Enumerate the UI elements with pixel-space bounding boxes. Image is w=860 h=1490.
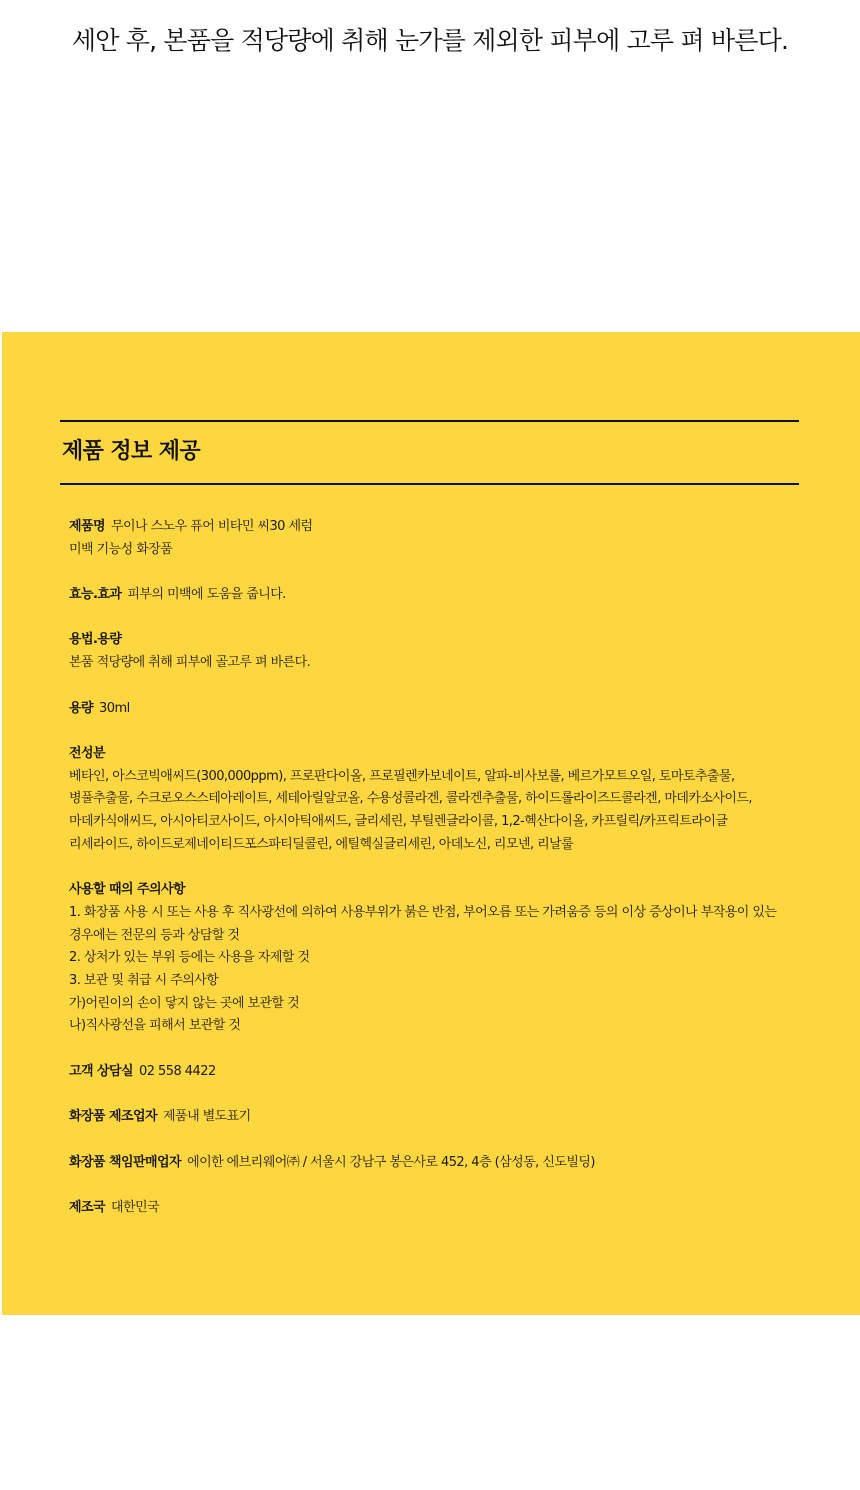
efficacy-block: [69, 584, 809, 607]
origin-block: [69, 1197, 809, 1220]
volume-block: [69, 698, 809, 721]
product-name-value: 무이나 스노우 퓨어 비타민 씨30 세럼: [111, 519, 313, 534]
ingredients-line: 리세라이드, 하이드로제네이티드포스파티딜콜린, 에틸헥실글리세린, 아데노신, 리모넨, 리날룰: [69, 836, 574, 852]
usage-block: [69, 629, 809, 674]
ingredients-line: 마데카식애씨드, 아시아티코사이드, 아시아틱애씨드, 글리세린, 부틸렌글라이콜, 1,2-헥산다이올, 카프릴릭/카프릭트라이글: [69, 814, 728, 830]
caution-line: 2. 상처가 있는 부위 등에는 사용을 자제할 것: [69, 950, 310, 966]
product-type-value: 미백 기능성 화장품: [69, 541, 173, 557]
origin-label: 제조국: [69, 1199, 106, 1215]
customer-service-block: [69, 1061, 809, 1084]
caution-line: 1. 화장품 사용 시 또는 사용 후 직사광선에 의하여 사용부위가 붉은 반점, 부어오름 또는 가려움증 등의 이상 증상이나 부작용이 있는: [69, 904, 777, 920]
origin-value: 대한민국: [111, 1199, 160, 1215]
customer-service-label: 고객 상담실: [69, 1063, 134, 1079]
volume-value: 30ml: [99, 700, 130, 716]
manufacturer-value: 제품내 별도표기: [163, 1109, 251, 1125]
caution-line: 가)어린이의 손이 닿지 않는 곳에 보관할 것: [69, 995, 300, 1011]
seller-block: [69, 1152, 809, 1175]
ingredients-label: 전성분: [69, 745, 106, 761]
ingredients-line: 베타인, 아스코빅애씨드(300,000ppm), 프로판다이올, 프로필렌카보네이트, 알파-비사보롤, 베르가모트오일, 토마토추출물,: [69, 768, 735, 784]
cautions-block: [69, 879, 809, 1038]
efficacy-label: 효능.효과: [69, 587, 122, 603]
product-name-label: 제품명: [69, 519, 106, 534]
ingredients-block: [69, 743, 809, 857]
usage-value: 본품 적당량에 취해 피부에 골고루 펴 바른다.: [69, 655, 311, 671]
caution-line: 경우에는 전문의 등과 상담할 것: [69, 927, 240, 943]
usage-label: 용법.용량: [69, 632, 122, 648]
ingredients-line: 병풀추출물, 수크로오스스테아레이트, 세테아릴알코올, 수용성콜라겐, 콜라겐추출물, 하이드롤라이즈드콜라겐, 마데카소사이드,: [69, 791, 752, 807]
title-bottom-divider: [60, 483, 799, 485]
efficacy-value: 피부의 미백에 도움을 줍니다.: [127, 587, 286, 603]
product-info-list: [69, 516, 809, 1242]
product-info-panel: [2, 332, 860, 1315]
product-name-block: [69, 516, 809, 561]
seller-label: 화장품 책임판매업자: [69, 1154, 182, 1170]
seller-value: 에이한 에브리웨어㈜ / 서울시 강남구 봉은사로 452, 4층 (삼성동, 신도빌딩): [187, 1154, 595, 1170]
volume-label: 용량: [69, 700, 94, 716]
section-title: 제품 정보 제공: [62, 439, 201, 464]
caution-line: 나)직사광선을 피해서 보관할 것: [69, 1018, 241, 1034]
manufacturer-block: [69, 1106, 809, 1129]
manufacturer-label: 화장품 제조업자: [69, 1109, 158, 1125]
caution-line: 3. 보관 및 취급 시 주의사항: [69, 972, 219, 988]
usage-instruction-heading: 세안 후, 본품을 적당량에 취해 눈가를 제외한 피부에 고루 펴 바른다.: [71, 26, 789, 55]
cautions-label: 사용할 때의 주의사항: [69, 882, 186, 898]
title-top-divider: [60, 420, 799, 422]
customer-service-phone: 02 558 4422: [139, 1063, 216, 1079]
